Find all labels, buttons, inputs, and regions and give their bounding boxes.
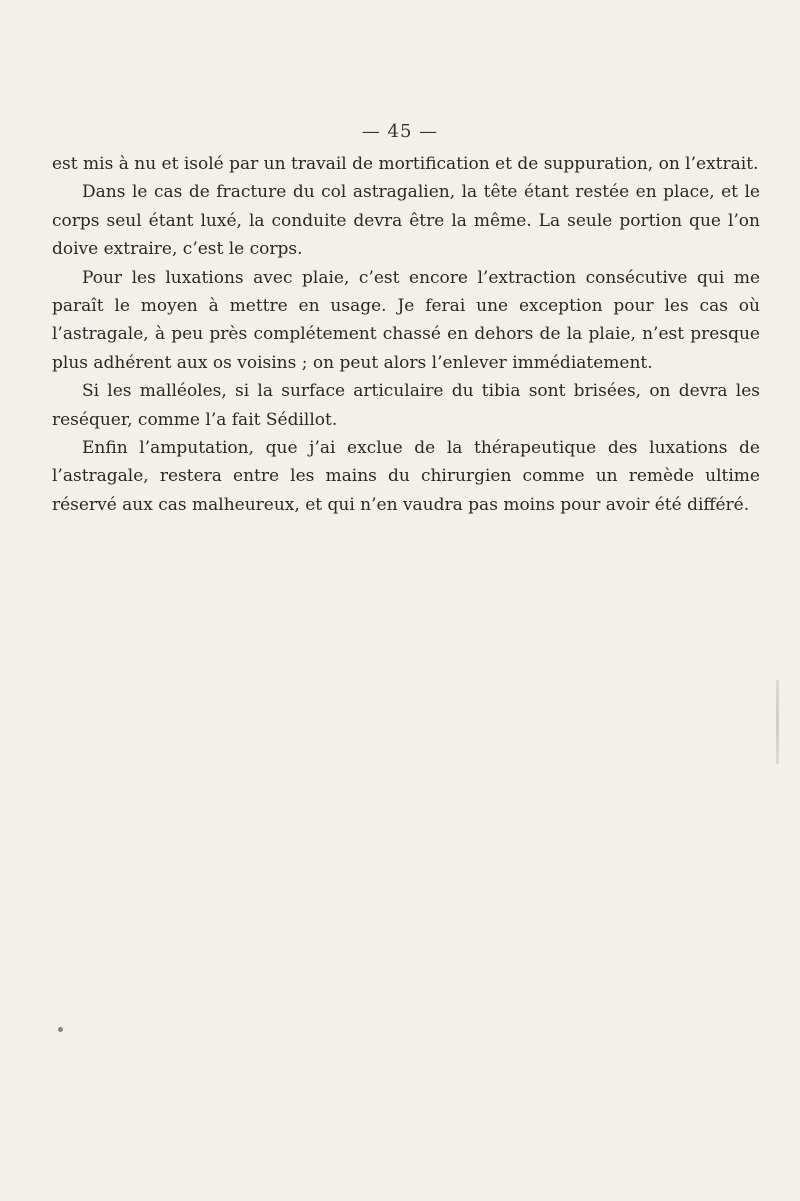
ink-speck bbox=[58, 1027, 63, 1032]
paragraph-3: Pour les luxations avec plaie, c’est encore l’extraction consécutive qui me paraît le moyen à mettre en usage. Je ferai une exception pour les cas où l’astragale, à peu près complétement chassé en dehors de la plaie, n’est presque plus adhérent aux os voisins ; on peut alors l’enlever immédiatement. bbox=[52, 267, 760, 373]
page-number: — 45 — bbox=[361, 121, 439, 142]
body-text bbox=[52, 150, 760, 519]
page-edge-mark bbox=[776, 680, 779, 764]
paragraph-1: est mis à nu et isolé par un travail de mortification et de suppuration, on l’extrait. bbox=[52, 154, 759, 174]
paragraph-4: Si les malléoles, si la surface articulaire du tibia sont brisées, on devra les reséquer, comme l’a fait Sédillot. bbox=[52, 381, 760, 430]
paragraph-5: Enfin l’amputation, que j’ai exclue de la thérapeutique des luxations de l’astragale, restera entre les mains du chirurgien comme un remède ultime réservé aux cas malheureux, et qui n’en vaudra pas moins pour avoir été différé. bbox=[52, 438, 760, 515]
paragraph-2: Dans le cas de fracture du col astragalien, la tête étant restée en place, et le corps seul étant luxé, la conduite devra être la même. La seule portion que l’on doive extraire, c’est le corps. bbox=[52, 182, 760, 260]
